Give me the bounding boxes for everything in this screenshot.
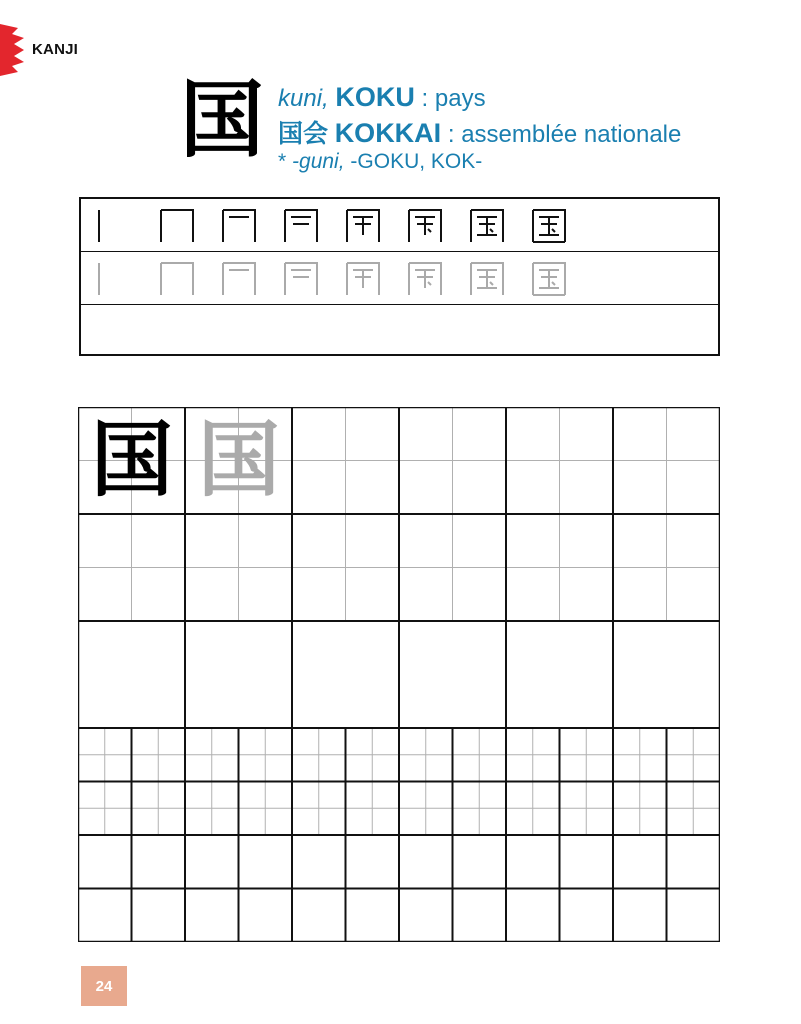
stroke-step-6 [401, 257, 449, 301]
practice-grid-lines [78, 407, 720, 942]
kun-reading: kuni, [278, 85, 329, 112]
trace-kanji: 国 [198, 413, 281, 508]
stroke-order-box [79, 197, 720, 356]
reading-line-3 [278, 150, 482, 174]
section-label: KANJI [32, 41, 79, 58]
stroke-step-7 [463, 257, 511, 301]
alt-prefix: * [278, 150, 287, 173]
practice-grid [78, 407, 720, 942]
alt-kun-reading: -guni, [292, 150, 345, 173]
stroke-step-5 [339, 257, 387, 301]
stroke-practice-row[interactable] [81, 305, 718, 358]
stroke-step-3 [215, 204, 263, 248]
stroke-step-6 [401, 204, 449, 248]
reading-line-2 [278, 114, 681, 150]
stroke-step-8 [525, 204, 573, 248]
stroke-step-1 [91, 204, 139, 248]
stroke-order-row [81, 199, 718, 252]
stroke-step-4 [277, 257, 325, 301]
compound-reading: KOKKAI [334, 118, 442, 148]
stroke-step-1 [91, 257, 139, 301]
meaning: : pays [421, 85, 486, 112]
compound-word: 国会 [278, 119, 329, 148]
stroke-step-3 [215, 257, 263, 301]
on-reading: KOKU [335, 82, 415, 112]
stroke-step-5 [339, 204, 387, 248]
alt-on-reading: -GOKU, KOK- [350, 150, 483, 173]
stroke-step-4 [277, 204, 325, 248]
model-kanji: 国 [91, 413, 174, 508]
compound-meaning: : assemblée nationale [447, 121, 682, 148]
stroke-trace-row [81, 252, 718, 305]
reading-line-1 [278, 82, 486, 113]
main-kanji: 国 [180, 71, 265, 169]
stroke-step-2 [153, 257, 201, 301]
stroke-step-8 [525, 257, 573, 301]
page-number: 24 [81, 966, 127, 1006]
section-badge-icon [0, 24, 26, 76]
stroke-step-2 [153, 204, 201, 248]
stroke-step-7 [463, 204, 511, 248]
